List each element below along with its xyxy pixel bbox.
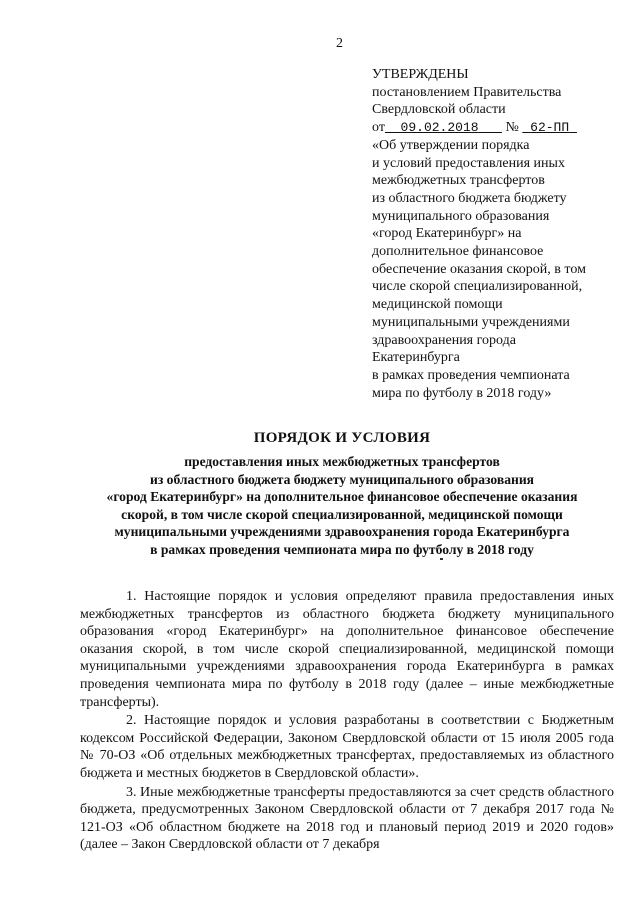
document-title: ПОРЯДОК И УСЛОВИЯ	[253, 430, 431, 446]
approval-title-line: Екатеринбурга	[372, 350, 460, 366]
paragraph: 3. Иные межбюджетные трансферты предоставляются за счет средств областного бюджета, предусмотренных Законом Свердловской области от 7 декабря 2017 года № 121-ОЗ «Об областном бюджете на 2018 год и плановый период 2019 и 2020 годов» (далее – Закон Свердловской области от 7 декабря	[80, 784, 614, 853]
number-prefix: №	[505, 120, 519, 136]
subtitle-line: «город Екатеринбург» на дополнительное финансовое обеспечение оказания	[106, 489, 578, 504]
approval-title-line: мира по футболу в 2018 году»	[372, 385, 552, 401]
document-body	[80, 588, 614, 855]
document-heading	[56, 430, 628, 558]
approval-heading: УТВЕРЖДЕНЫ	[372, 67, 469, 82]
approval-title-line: из областного бюджета бюджету	[372, 190, 567, 206]
subtitle-line: скорой, в том числе скорой специализированной, медицинской помощи	[121, 506, 563, 522]
approval-date: 09.02.2018	[400, 120, 479, 136]
approval-title-line: медицинской помощи	[372, 297, 503, 313]
approval-title-line: здравоохранения города	[372, 332, 516, 348]
approval-line-1: постановлением Правительства	[372, 84, 562, 100]
paragraph: 1. Настоящие порядок и условия определяют правила предоставления иных межбюджетных трансфертов из областного бюджета бюджету муниципального образования «город Екатеринбург» на дополнительное финансовое обеспечение оказания скорой, в том числе скорой специализированной, медицинской помощи муниципальными учреждениями здравоохранения города Екатеринбурга в рамках проведения чемпионата мира по футболу в 2018 году (далее – иные межбюджетные трансферты).	[80, 589, 614, 710]
document-subtitle	[56, 453, 628, 558]
subtitle-line: в рамках проведения чемпионата мира по футболу в 2018 году	[150, 541, 534, 557]
approval-line-2: Свердловской области	[372, 102, 506, 118]
approval-title-line: и условий предоставления иных	[372, 155, 565, 171]
subtitle-line: из областного бюджета бюджету муниципального образования	[149, 471, 535, 487]
approval-title-line: в рамках проведения чемпионата	[372, 367, 570, 383]
approval-title-line: муниципального образования	[372, 208, 550, 224]
approval-title-line: числе скорой специализированной,	[372, 279, 583, 295]
date-prefix: от	[372, 120, 385, 136]
paragraph: 2. Настоящие порядок и условия разработаны в соответствии с Бюджетным кодексом Российской Федерации, Законом Свердловской области от 15 июля 2005 года № 70-ОЗ «Об отдельных межбюджетных трансфертах, предоставляемых из областного бюджета и местных бюджетов в Свердловской области».	[80, 713, 614, 781]
approval-title-line: дополнительное финансовое	[372, 244, 544, 260]
subtitle-line: предоставления иных межбюджетных трансфертов	[184, 454, 500, 469]
page-number: 2	[336, 36, 343, 51]
approval-title-line: «город Екатеринбург» на	[372, 226, 522, 242]
approval-number: 62-ПП	[530, 120, 570, 136]
approval-title-line: «Об утверждении порядка	[372, 137, 530, 153]
approval-date-line	[372, 119, 622, 137]
approval-title-line: обеспечение оказания скорой, в том	[372, 261, 586, 277]
approval-title-line: муниципальными учреждениями	[372, 314, 570, 330]
approval-title	[372, 137, 622, 403]
scan-mark	[440, 558, 443, 560]
approval-title-line: межбюджетных трансфертов	[372, 173, 545, 189]
subtitle-line: муниципальными учреждениями здравоохранения города Екатеринбурга	[114, 524, 570, 539]
approval-stamp	[372, 66, 622, 402]
